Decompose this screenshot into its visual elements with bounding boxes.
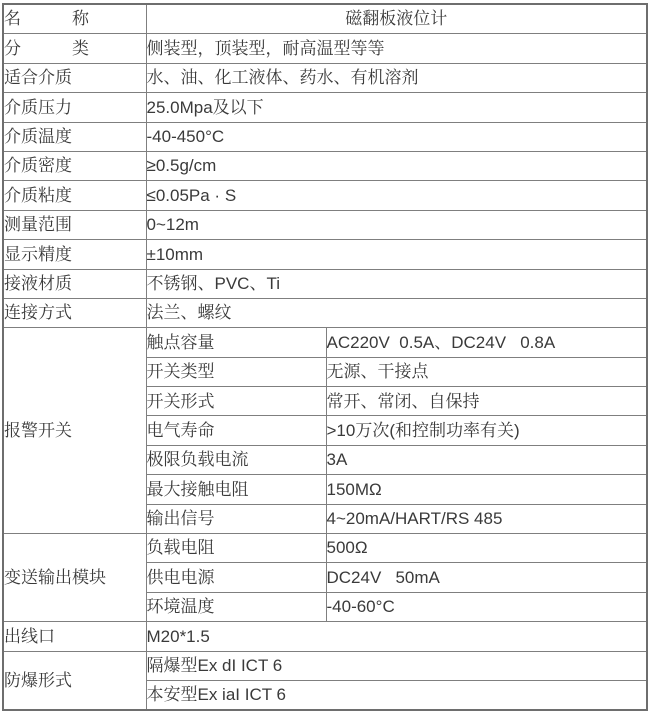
param-label: 负载电阻 <box>146 534 326 563</box>
param-value: 4~20mA/HART/RS 485 <box>326 504 647 533</box>
row-label: 接液材质 <box>3 269 146 298</box>
param-value: 500Ω <box>326 534 647 563</box>
param-value: 3A <box>326 445 647 474</box>
row-value: ≥0.5g/cm <box>146 151 647 180</box>
table-row <box>3 151 647 180</box>
row-label: 介质密度 <box>3 151 146 180</box>
row-value: M20*1.5 <box>146 622 647 651</box>
row-label: 测量范围 <box>3 210 146 239</box>
param-label: 触点容量 <box>146 328 326 357</box>
table-row <box>3 4 647 34</box>
param-label: 开关类型 <box>146 357 326 386</box>
row-label: 分 类 <box>3 34 146 63</box>
table-row <box>3 210 647 239</box>
table-row <box>3 122 647 151</box>
param-value: 无源、干接点 <box>326 357 647 386</box>
row-value: 磁翻板液位计 <box>146 4 647 34</box>
table-row <box>3 269 647 298</box>
param-value: AC220V 0.5A、DC24V 0.8A <box>326 328 647 357</box>
param-label: 极限负载电流 <box>146 445 326 474</box>
row-value: 侧装型，顶装型，耐高温型等等 <box>146 34 647 63</box>
param-value: DC24V 50mA <box>326 563 647 592</box>
param-label: 开关形式 <box>146 387 326 416</box>
row-value: 隔爆型Ex dI ICT 6 <box>146 651 647 680</box>
param-label: 电气寿命 <box>146 416 326 445</box>
spec-table <box>2 3 648 711</box>
row-value: ±10mm <box>146 240 647 269</box>
group-label-transmitter-module: 变送输出模块 <box>3 534 146 622</box>
table-row <box>3 298 647 327</box>
row-value: 0~12m <box>146 210 647 239</box>
row-label: 适合介质 <box>3 63 146 92</box>
table-row <box>3 181 647 210</box>
row-value: -40-450°C <box>146 122 647 151</box>
param-label: 最大接触电阻 <box>146 475 326 504</box>
table-row <box>3 240 647 269</box>
table-row <box>3 93 647 122</box>
param-value: 150MΩ <box>326 475 647 504</box>
row-label: 连接方式 <box>3 298 146 327</box>
row-label: 名 称 <box>3 4 146 34</box>
param-value: >10万次(和控制功率有关) <box>326 416 647 445</box>
row-label: 介质压力 <box>3 93 146 122</box>
row-value: 本安型Ex iaI ICT 6 <box>146 680 647 710</box>
row-value: 25.0Mpa及以下 <box>146 93 647 122</box>
row-label: 介质温度 <box>3 122 146 151</box>
row-label: 显示精度 <box>3 240 146 269</box>
table-row <box>3 34 647 63</box>
table-row <box>3 328 647 357</box>
param-label: 输出信号 <box>146 504 326 533</box>
table-row <box>3 63 647 92</box>
param-label: 供电电源 <box>146 563 326 592</box>
row-value: 不锈钢、PVC、Ti <box>146 269 647 298</box>
row-label: 介质粘度 <box>3 181 146 210</box>
param-value: -40-60°C <box>326 592 647 621</box>
table-row <box>3 622 647 651</box>
row-value: ≤0.05Pa · S <box>146 181 647 210</box>
row-value: 法兰、螺纹 <box>146 298 647 327</box>
table-row <box>3 534 647 563</box>
table-row <box>3 651 647 680</box>
group-label-explosion-proof: 防爆形式 <box>3 651 146 710</box>
group-label-alarm-switch: 报警开关 <box>3 328 146 534</box>
param-label: 环境温度 <box>146 592 326 621</box>
param-value: 常开、常闭、自保持 <box>326 387 647 416</box>
row-value: 水、油、化工液体、药水、有机溶剂 <box>146 63 647 92</box>
row-label: 出线口 <box>3 622 146 651</box>
